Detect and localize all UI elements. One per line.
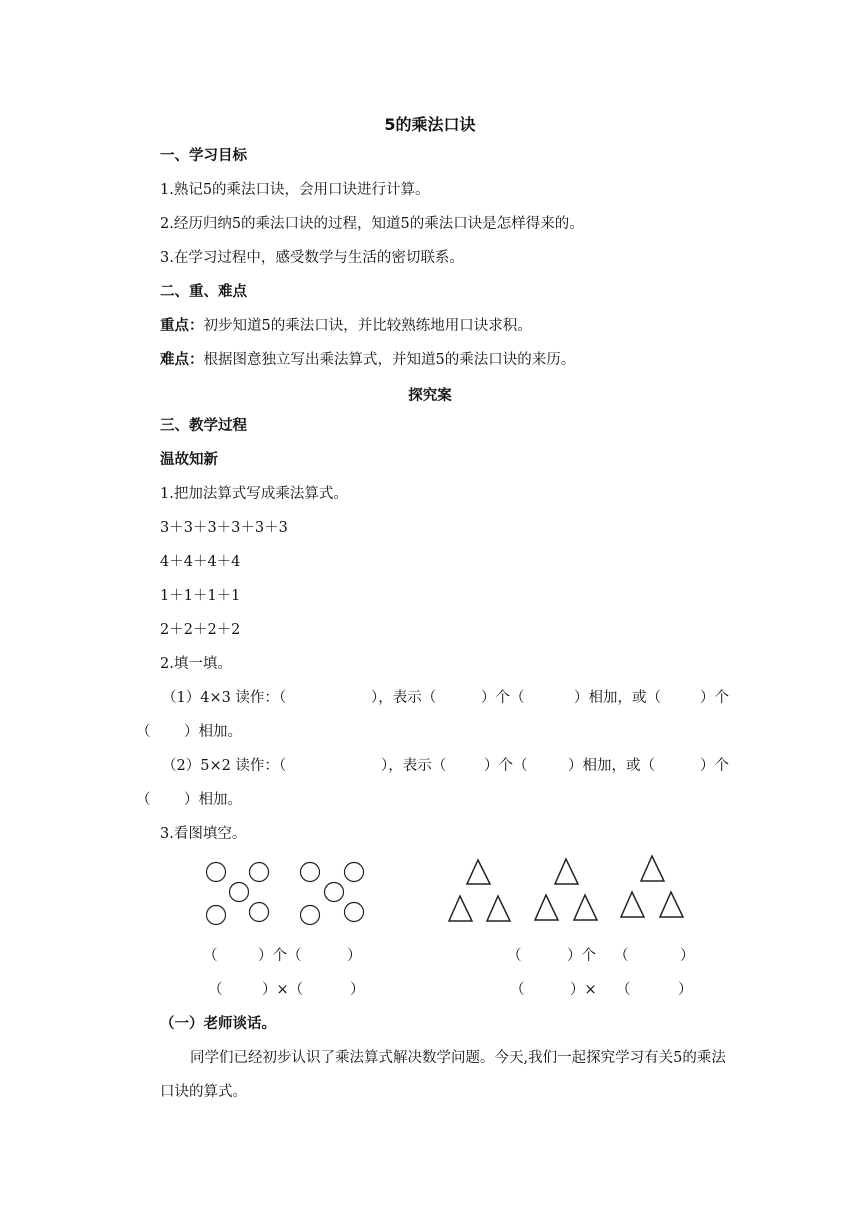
circle-shape <box>301 906 320 925</box>
fill2-e: ）个 <box>700 758 729 774</box>
blank-left-2b: ）×（ <box>262 982 304 998</box>
circle-shape <box>345 863 364 882</box>
fill1-b: ），表示（ <box>371 690 437 706</box>
fill1-c: ）个（ <box>481 690 525 706</box>
key-point-text: 初步知道5的乘法口诀，并比较熟练地用口诀求积。 <box>203 318 532 334</box>
triangle-shape <box>574 895 597 920</box>
fill2-b: ），表示（ <box>381 758 447 774</box>
triangle-shape <box>555 859 578 884</box>
fill1-e: ）个 <box>700 690 729 706</box>
hard-point-text: 根据图意独立写出乘法算式，并知道5的乘法口诀的来历。 <box>203 352 576 368</box>
triangle-shape <box>487 896 510 921</box>
circle-shape <box>345 903 364 922</box>
sum-3: 1＋1＋1＋1 <box>160 588 241 604</box>
fill2-c: ）个（ <box>484 758 528 774</box>
question-1: 1.把加法算式写成乘法算式。 <box>160 486 348 502</box>
goal-item-2: 2.经历归纳5的乘法口诀的过程，知道5的乘法口诀是怎样得来的。 <box>160 216 584 232</box>
blank-left-1c: ） <box>347 948 362 964</box>
blank-left-1b: ）个（ <box>258 948 302 964</box>
section-heading-goals: 一、学习目标 <box>160 148 247 164</box>
triangle-shape <box>660 892 683 917</box>
fill2-a: （2）5×2 读作：（ <box>162 758 287 774</box>
blank-right-2a: （ <box>510 982 525 998</box>
triangle-shape <box>641 856 664 881</box>
blank-right-1a: （ <box>507 948 522 964</box>
circle-shape <box>325 883 344 902</box>
circle-group <box>207 863 364 925</box>
blank-left-2c: ） <box>350 982 365 998</box>
sum-1: 3＋3＋3＋3＋3＋3 <box>160 520 288 536</box>
goal-item-3: 3.在学习过程中，感受数学与生活的密切联系。 <box>160 250 464 266</box>
circle-shape <box>230 883 249 902</box>
goal-item-1: 1.熟记5的乘法口诀，会用口诀进行计算。 <box>160 182 430 198</box>
key-point <box>160 316 532 336</box>
teacher-paragraph-line-2: 口诀的算式。 <box>160 1084 247 1100</box>
circle-shape <box>207 906 226 925</box>
explore-heading: 探究案 <box>408 388 452 404</box>
circle-shape <box>301 863 320 882</box>
blank-left-1a: （ <box>203 948 218 964</box>
hard-point <box>160 350 575 370</box>
hard-point-label: 难点： <box>160 352 204 368</box>
fill1-f: （ <box>136 724 151 740</box>
blank-right-2b: ）× <box>570 982 597 998</box>
fill1-g: ）相加。 <box>184 724 242 740</box>
triangle-shape <box>535 895 558 920</box>
fill2-g: ）相加。 <box>184 792 242 808</box>
review-heading: 温故知新 <box>160 452 218 468</box>
fill2-f: （ <box>136 792 151 808</box>
triangle-shape <box>621 892 644 917</box>
triangle-group <box>449 856 683 921</box>
blank-right-1c: （ <box>614 948 629 964</box>
circle-shape <box>250 863 269 882</box>
fill1-a: （1）4×3 读作：（ <box>162 690 287 706</box>
page-title: 5的乘法口诀 <box>384 115 476 134</box>
blank-right-1d: ） <box>680 948 695 964</box>
triangle-shape <box>467 860 490 884</box>
blank-right-2d: ） <box>678 982 693 998</box>
section-heading-process: 三、教学过程 <box>160 418 247 434</box>
fill1-d: ）相加，或（ <box>574 690 661 706</box>
blank-right-1b: ）个 <box>567 948 596 964</box>
sum-4: 2＋2＋2＋2 <box>160 622 241 638</box>
circle-shape <box>250 903 269 922</box>
teacher-heading: （一）老师谈话。 <box>160 1016 276 1032</box>
blank-left-2a: （ <box>208 982 223 998</box>
figure-shapes <box>0 850 860 930</box>
blank-right-2c: （ <box>616 982 631 998</box>
triangle-shape <box>449 896 472 921</box>
section-heading-keypoints: 二、重、难点 <box>160 284 247 300</box>
fill2-d: ）相加，或（ <box>568 758 655 774</box>
question-2: 2.填一填。 <box>160 656 232 672</box>
sum-2: 4＋4＋4＋4 <box>160 554 241 570</box>
key-point-label: 重点： <box>160 318 204 334</box>
circle-shape <box>207 863 226 882</box>
teacher-paragraph-line-1: 同学们已经初步认识了乘法算式解决数学问题。今天,我们一起探究学习有关5的乘法 <box>190 1050 726 1066</box>
question-3: 3.看图填空。 <box>160 826 247 842</box>
